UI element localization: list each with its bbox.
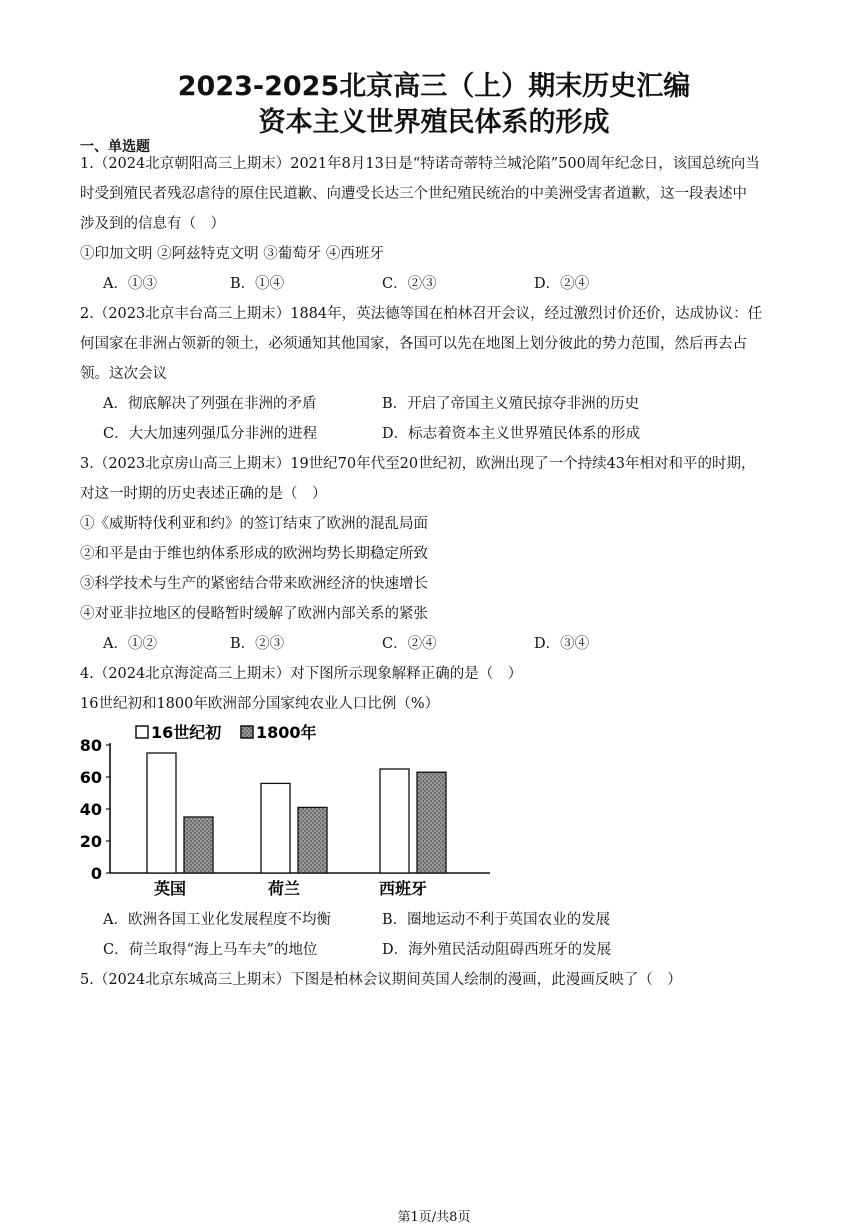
q2-option-c[interactable]: C．大大加速列强瓜分非洲的进程 [103,426,318,442]
legend-label: 1800年 [256,723,317,742]
q2-option-a[interactable]: A．彻底解决了列强在非洲的矛盾 [103,396,317,412]
section-heading: 一、单选题 [80,139,150,155]
q2-option-d[interactable]: D．标志着资本主义世界殖民体系的形成 [382,426,641,442]
q3-line-4: ②和平是由于维也纳体系形成的欧洲均势长期稳定所致 [80,546,428,562]
q1-line-1: 1.（2024北京朝阳高三上期末）2021年8月13日是“特诺奇蒂特兰城沦陷”500周年纪念日，该国总统向当 [80,156,760,172]
q3-line-6: ④对亚非拉地区的侵略暂时缓解了欧洲内部关系的紧张 [80,606,428,622]
title-line-2: 资本主义世界殖民体系的形成 [258,107,610,138]
bar-chart [78,720,508,898]
q1-line-3: 涉及到的信息有（ ） [80,216,225,232]
legend-swatch [241,726,253,738]
q1-line-4: ①印加文明 ②阿兹特克文明 ③葡萄牙 ④西班牙 [80,246,384,262]
q3-option-b[interactable]: B．②③ [230,636,285,652]
bar [380,769,409,873]
q2-option-b[interactable]: B．开启了帝国主义殖民掠夺非洲的历史 [382,396,640,412]
q1-option-a[interactable]: A．①③ [103,276,157,292]
q3-option-a[interactable]: A．①② [103,636,157,652]
q1-option-b[interactable]: B．①④ [230,276,285,292]
q4-option-d[interactable]: D．海外殖民活动阻碍西班牙的发展 [382,942,612,958]
bar [184,817,213,873]
q4-line-2: 16世纪初和1800年欧洲部分国家纯农业人口比例（%） [80,696,440,712]
bar [147,753,176,873]
x-tick-label: 荷兰 [267,879,301,898]
q4-options-row-2 [0,940,868,960]
q3-line-1: 3.（2023北京房山高三上期末）19世纪70年代至20世纪初，欧洲出现了一个持续43年相对和平的时期， [80,456,756,472]
bar [417,772,446,873]
q3-option-c[interactable]: C．②④ [382,636,437,652]
bar [261,783,290,873]
q2-line-2: 何国家在非洲占领新的领土，必须通知其他国家，各国可以先在地图上划分彼此的势力范围，然后再去占 [80,336,747,352]
q4-option-a[interactable]: A．欧洲各国工业化发展程度不均衡 [103,912,331,928]
q1-line-2: 时受到殖民者残忍虐待的原住民道歉、向遭受长达三个世纪殖民统治的中美洲受害者道歉，这一段表述中 [80,186,747,202]
y-tick-label: 0 [90,864,102,883]
y-tick-label: 60 [79,768,102,787]
page-footer: 第1页/共8页 [397,1210,471,1225]
q5-line-1: 5.（2024北京东城高三上期末）下图是柏林会议期间英国人绘制的漫画，此漫画反映了（ ） [80,972,682,988]
x-tick-label: 英国 [153,879,187,898]
q3-options [0,634,868,654]
q4-option-c[interactable]: C．荷兰取得“海上马车夫”的地位 [103,942,318,958]
q2-options-row-1 [0,394,868,414]
q4-options-row-1 [0,910,868,930]
q3-line-2: 对这一时期的历史表述正确的是（ ） [80,486,327,502]
legend-label: 16世纪初 [151,723,222,742]
y-tick-label: 20 [79,832,102,851]
q4-option-b[interactable]: B．圈地运动不利于英国农业的发展 [382,912,611,928]
q3-line-3: ①《威斯特伐利亚和约》的签订结束了欧洲的混乱局面 [80,516,428,532]
q2-line-3: 领。这次会议 [80,366,167,382]
title-line-1: 2023-2025北京高三（上）期末历史汇编 [177,71,691,102]
q1-option-d[interactable]: D．②④ [534,276,590,292]
q2-line-1: 2.（2023北京丰台高三上期末）1884年，英法德等国在柏林召开会议，经过激烈讨价还价，达成协议：任 [80,306,763,322]
q1-option-c[interactable]: C．②③ [382,276,437,292]
q3-line-5: ③科学技术与生产的紧密结合带来欧洲经济的快速增长 [80,576,428,592]
y-tick-label: 40 [79,800,102,819]
x-tick-label: 西班牙 [378,879,428,898]
q4-line-1: 4.（2024北京海淀高三上期末）对下图所示现象解释正确的是（ ） [80,666,523,682]
bar [298,807,327,873]
y-tick-label: 80 [79,736,102,755]
q3-option-d[interactable]: D．③④ [534,636,590,652]
q2-options-row-2 [0,424,868,444]
legend-swatch [136,726,148,738]
q1-options [0,274,868,294]
